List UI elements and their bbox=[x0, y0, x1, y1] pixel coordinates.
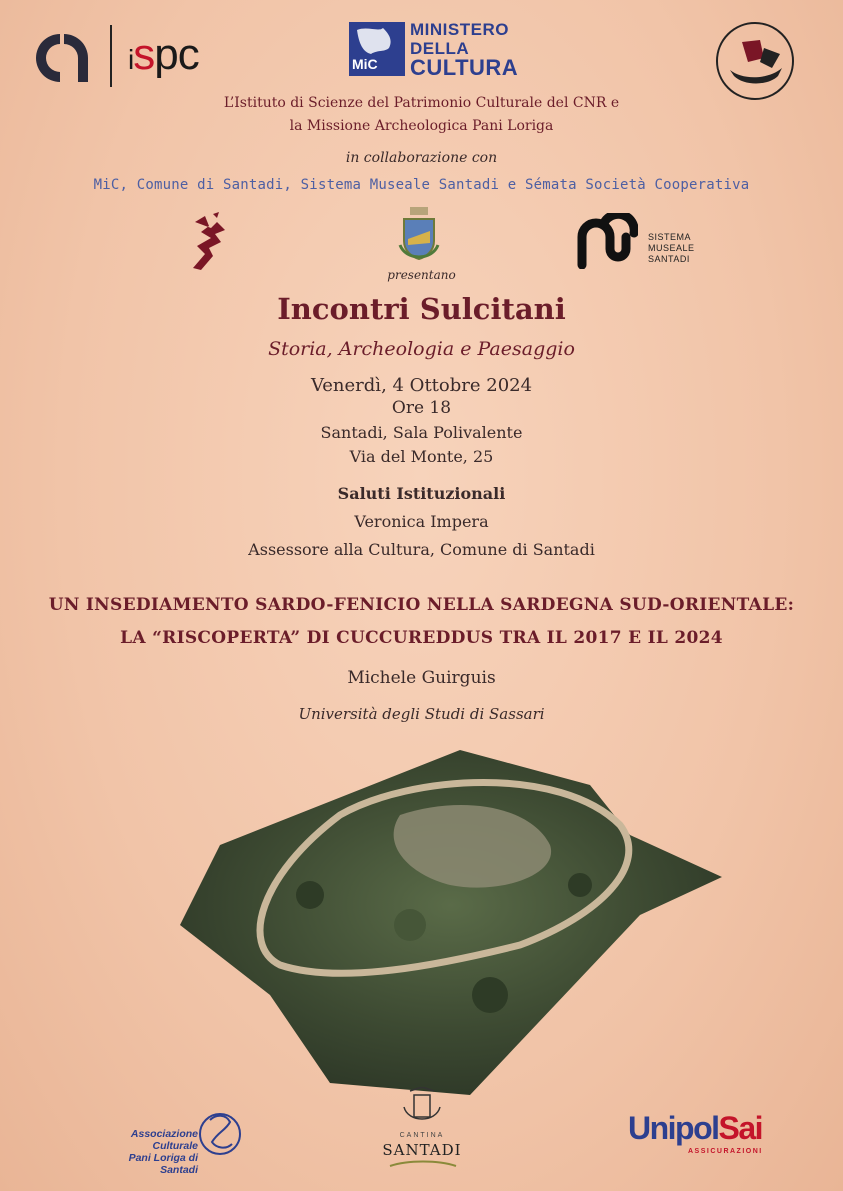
collaboration-label: in collaborazione con bbox=[345, 150, 498, 166]
sistema-museale-text: SISTEMA MUSEALE SANTADI bbox=[648, 232, 695, 264]
associazione-logo-icon bbox=[196, 1106, 244, 1158]
partners-line: MiC, Comune di Santadi, Sistema Museale Santadi e Sémata Società Cooperativa bbox=[93, 177, 750, 193]
saluti-name: Veronica Impera bbox=[354, 512, 489, 531]
saluti-heading: Saluti Istituzionali bbox=[337, 484, 506, 503]
speaker-name: Michele Guirguis bbox=[347, 668, 496, 688]
cantina-santadi-label: SANTADI bbox=[382, 1141, 462, 1159]
cantina-swoosh-icon bbox=[388, 1158, 458, 1170]
cantina-santadi-crest bbox=[400, 1087, 444, 1129]
organizer-line-2: la Missione Archeologica Pani Loriga bbox=[289, 118, 554, 134]
presentano-label: presentano bbox=[387, 268, 456, 282]
event-address: Via del Monte, 25 bbox=[349, 447, 494, 466]
sistema-museale-logo-mark bbox=[576, 213, 638, 269]
talk-title-line-2: LA “RISCOPERTA” DI CUCCUREDDUS TRA IL 2017 E IL 2024 bbox=[120, 628, 723, 648]
assicurazioni-label: ASSICURAZIONI bbox=[688, 1148, 763, 1155]
associazione-logo-text: Associazione Culturale Pani Loriga di Santadi bbox=[128, 1128, 198, 1176]
saluti-role: Assessore alla Cultura, Comune di Santadi bbox=[248, 540, 595, 559]
unipolsai-logo: UnipolSai bbox=[628, 1110, 763, 1146]
event-title: Incontri Sulcitani bbox=[277, 292, 566, 326]
event-date: Venerdì, 4 Ottobre 2024 bbox=[310, 375, 533, 396]
logo-divider bbox=[110, 25, 112, 87]
comune-santadi-crest bbox=[396, 205, 442, 265]
event-subtitle: Storia, Archeologia e Paesaggio bbox=[268, 338, 575, 360]
semata-logo bbox=[187, 212, 231, 272]
cantina-sub-label: CANTINA bbox=[399, 1132, 445, 1139]
event-place: Santadi, Sala Polivalente bbox=[320, 423, 523, 442]
ministero-cultura-logo: MINISTERO DELLA CULTURA bbox=[410, 20, 519, 80]
talk-title-line-1: UN INSEDIAMENTO SARDO-FENICIO NELLA SARDEGNA SUD-ORIENTALE: bbox=[48, 595, 795, 615]
event-time: Ore 18 bbox=[391, 398, 452, 418]
mic-label: MiC bbox=[352, 56, 378, 72]
cnr-logo bbox=[30, 28, 92, 86]
speaker-affiliation: Università degli Studi di Sassari bbox=[298, 705, 545, 723]
aerial-site-image bbox=[160, 745, 725, 1105]
ispc-logo: ispc bbox=[128, 30, 199, 79]
mission-archeologica-logo bbox=[712, 18, 798, 104]
organizer-line-1: L’Istituto di Scienze del Patrimonio Culturale del CNR e bbox=[223, 95, 620, 111]
